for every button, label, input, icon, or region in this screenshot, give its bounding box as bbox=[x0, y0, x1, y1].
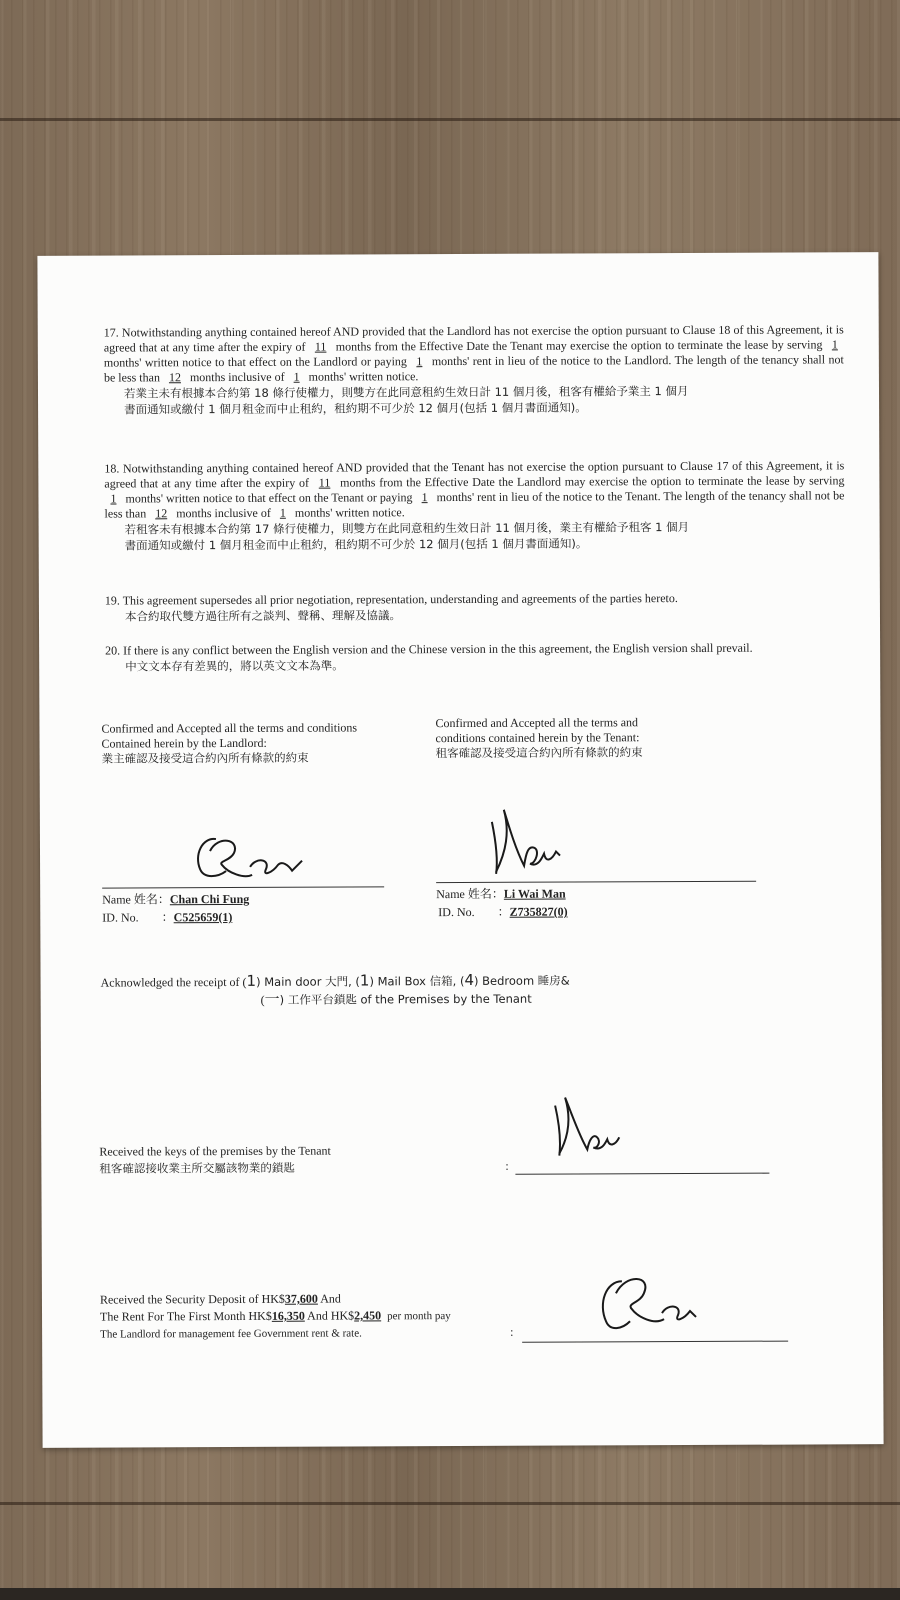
clause-number: 19. bbox=[104, 593, 120, 608]
clause-18-chinese-line-2: 書面通知或繳付 1 個月租金而中止租約，租約期不可少於 12 個月(包括 1 個月書面通知)。 bbox=[124, 536, 588, 553]
tenant-id-row: ID. No. ：Z735827(0) bbox=[438, 904, 568, 920]
clause-17: 17. Notwithstanding anything contained hereof AND provided that the Landlord has not exercise the option pursuant to Clause 18 of this Agreement, it is agreed that at any time after the expiry of 11 months from the Effective Date the Tenant may exercise the option to terminate the lease by serving 1 months' written notice to that effect on the Landlord or paying 1 months' rent in lieu of the notice to the Landlord. The length of the tenancy shall not be less than 12 months inclusive of 1 months' written notice. 若業主未有根據本合約第 18 條行使權力，則雙方在此同意租約生效日計 11 個月後，租客有權給予業主 1 個月 書面通知或繳付 1 個月租金而中止租約，租約期不可少於 12 個月(包括 1 個月書面通知)。 bbox=[103, 322, 844, 417]
floor-board-seam bbox=[0, 1502, 900, 1505]
keys-signature-line bbox=[515, 1173, 769, 1175]
landlord-deposit-signature bbox=[592, 1263, 702, 1343]
deposit-colon: : bbox=[510, 1324, 514, 1339]
keys-received: Received the keys of the premises by the Tenant 租客確認接收業主所交屬該物業的鎖匙 bbox=[99, 1143, 331, 1176]
tenant-keys-signature bbox=[545, 1093, 635, 1163]
clause-18: 18. Notwithstanding anything contained hereof AND provided that the Tenant has not exercise the option pursuant to Clause 17 of this Agreement, it is agreed that at any time after the expiry of 11 months from the Effective Date the Landlord may exercise the option to terminate the lease by serving 1 months' written notice to that effect on the Tenant or paying 1 months' rent in lieu of the notice to the Tenant. The length of the tenancy shall not be less than 12 months inclusive of 1 months' written notice. 若租客未有根據本合約第 17 條行使權力，則雙方在此同意租約生效日計 11 個月後，業主有權給予租客 1 個月 書面通知或繳付 1 個月租金而中止租約，租約期不可少於 12 個月(包括 1 個月書面通知)。 bbox=[104, 458, 845, 553]
tenant-name-row: Name 姓名：Li Wai Man bbox=[436, 886, 566, 902]
tenant-id: Z735827(0) bbox=[509, 904, 568, 919]
landlord-id-row: ID. No. ：C525659(1) bbox=[102, 909, 233, 925]
clause-number: 20. bbox=[105, 643, 121, 658]
workbench-count: 一 bbox=[264, 989, 280, 1008]
contract-page bbox=[37, 252, 883, 1448]
keys-colon: : bbox=[505, 1158, 509, 1173]
clause-18-chinese-line-1: 若租客未有根據本合約第 17 條行使權力，則雙方在此同意租約生效日計 11 個月後，業主有權給予租客 1 個月 bbox=[124, 519, 690, 537]
management-fee: 2,450 bbox=[354, 1308, 382, 1323]
landlord-name: Chan Chi Fung bbox=[169, 891, 250, 907]
landlord-confirmation: Confirmed and Accepted all the terms and conditions Contained herein by the Landlord: 業主確認及接受這合約內所有條款的約束 bbox=[101, 720, 358, 766]
clause-number: 17. bbox=[103, 325, 119, 340]
clause-19-chinese: 本合約取代雙方過往所有之談判、聲稱、理解及協議。 bbox=[124, 608, 402, 624]
bedroom-count: 4 bbox=[464, 970, 475, 989]
mailbox-count: 1 bbox=[359, 971, 370, 990]
tenant-confirmation: Confirmed and Accepted all the terms and conditions contained herein by the Tenant: 租客確認及接受這合約內所有條款的約束 bbox=[435, 715, 643, 761]
key-acknowledgement: Acknowledged the receipt of (1) Main door 大門, (1) Mail Box 信箱, (4) Bedroom 睡房& (一) 工作平台鎖匙 of the Premises by the Tenant bbox=[100, 970, 570, 1008]
clause-19: 19. This agreement supersedes all prior negotiation, representation, understanding and agreements of the parties hereto. 本合約取代雙方過往所有之談判、聲稱、理解及協議。 bbox=[105, 590, 845, 624]
deposit-received: Received the Security Deposit of HK$37,600 And The Rent For The First Month HK$16,350 And HK$2,450 per month pay The Landlord for management fee Government rent & rate. bbox=[99, 1291, 451, 1341]
tenant-signature-line bbox=[436, 881, 756, 883]
landlord-signature bbox=[188, 821, 318, 892]
deposit-amount: 37,600 bbox=[284, 1291, 318, 1306]
clause-17-chinese-line-2: 書面通知或繳付 1 個月租金而中止租約，租約期不可少於 12 個月(包括 1 個月書面通知)。 bbox=[124, 400, 587, 417]
tenant-name: Li Wai Man bbox=[503, 886, 566, 901]
landlord-name-row: Name 姓名：Chan Chi Fung bbox=[102, 891, 250, 907]
landlord-id: C525659(1) bbox=[173, 909, 233, 925]
floor-shadow bbox=[0, 1588, 900, 1600]
clause-20: 20. If there is any conflict between the English version and the Chinese version in the this agreement, the English version shall prevail. 中文文本存有差異的，將以英文文本為準。 bbox=[105, 640, 845, 674]
clause-number: 18. bbox=[104, 461, 120, 476]
floor-board-seam bbox=[0, 118, 900, 121]
main-door-count: 1 bbox=[246, 971, 257, 990]
clause-20-chinese: 中文文本存有差異的，將以英文文本為準。 bbox=[125, 658, 344, 674]
tenant-signature bbox=[480, 801, 580, 881]
first-month-rent: 16,350 bbox=[271, 1308, 305, 1323]
clause-17-chinese-line-1: 若業主未有根據本合約第 18 條行使權力，則雙方在此同意租約生效日計 11 個月後，租客有權給予業主 1 個月 bbox=[123, 384, 689, 401]
